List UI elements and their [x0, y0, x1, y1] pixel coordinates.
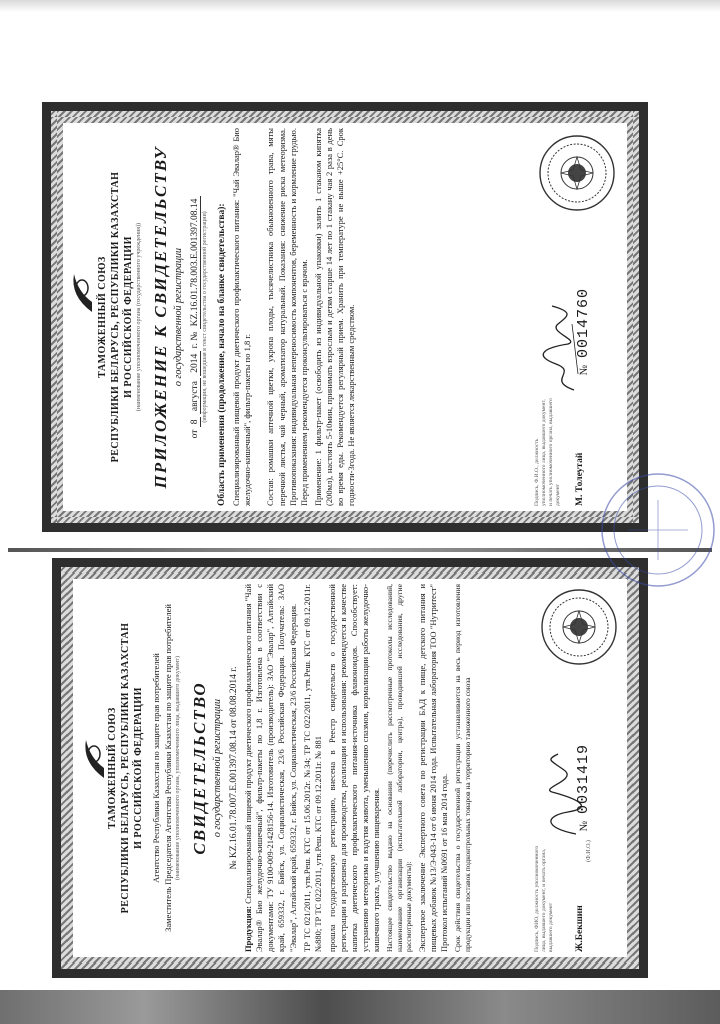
certificate-validity-text: Срок действия свидетельства о государственной регистрации устанавливается на весь период изготовления продукции или поставок подконтрольных товаров на территорию таможенного союза — [453, 584, 473, 952]
appendix-reg-from: от — [189, 429, 200, 439]
certificate-union-line-2: РЕСПУБЛИКИ БЕЛАРУСЬ, РЕСПУБЛИКИ КАЗАХСТАН — [120, 622, 131, 914]
appendix-reg-no-label: г. № — [189, 331, 200, 349]
appendix-serial-value: 0014760 — [575, 288, 592, 359]
certificate-signer-name: Ж.Бекшин — [575, 905, 585, 952]
certificate-union-line-3: И РОССИЙСКОЙ ФЕДЕРАЦИИ — [133, 687, 144, 849]
appendix-scope-heading: Область применения (продолжение, начало на бланке свидетельства): — [217, 203, 228, 506]
appendix-subtitle: о государственной регистрации — [172, 247, 184, 387]
certificate-title: СВИДЕТЕЛЬСТВО — [189, 681, 209, 855]
appendix-scope-text: Специализированный пищевой продукт диетического профилактического питания: "Чай Эвалар® Био желудочно-кишечный", фильтр-пакеты по 1,8 г. — [231, 128, 253, 506]
certificate-official-seal-icon — [540, 588, 618, 666]
certificate-subtitle: о государственной регистрации — [211, 698, 223, 838]
certificate-content — [76, 584, 624, 952]
certificate-registration-line: № KZ.16.01.78.007.E.001397.08.14 от 08.08.2014 г. — [228, 666, 239, 870]
certificate-serial-number — [574, 744, 594, 832]
appendix-registration-line — [189, 128, 201, 506]
appendix-info-caption: (информация, не вошедшая в текст свидетельства о государственной регистрации) — [202, 211, 209, 423]
appendix-serial-prefix: № — [578, 364, 590, 376]
appendix-reg-number: KZ.16.01.78.003.E.001397.08.14 — [190, 196, 201, 330]
appendix-union-line-1: ТАМОЖЕННЫЙ СОЮЗ — [97, 256, 108, 378]
certificate-body-caption: (наименование уполномоченного органа, уполномоченного лица, выдавшего документ) — [175, 656, 182, 880]
appendix-usage-text: Применение: 1 фильтр-пакет (освободить из индивидуальной упаковки) залить 1 стаканом кипятка (200мл), настоять 5-10мин, принимать взрослым и детям старше 14 лет по 1 стакану чая 2 раза в день во время еды. Рекомендуется регулярный прием. Хранить при температуре не выше +25°С. Срок годности-3года. Не является лекарственным средством. — [312, 128, 356, 506]
appendix-union-line-2: РЕСПУБЛИКИ БЕЛАРУСЬ, РЕСПУБЛИКИ КАЗАХСТАН — [110, 171, 121, 463]
certificate-product-block — [243, 584, 298, 952]
appendix-serial-number — [574, 288, 594, 376]
certificate-union-line-1: ТАМОЖЕННЫЙ СОЮЗ — [107, 707, 118, 829]
certificate-serial-prefix: № — [578, 820, 590, 832]
appendix-title: ПРИЛОЖЕНИЕ К СВИДЕТЕЛЬСТВУ — [150, 145, 170, 489]
customs-union-emblem-icon — [68, 270, 96, 316]
scan-top-edge — [0, 0, 720, 12]
certificate-sheet — [52, 558, 648, 978]
appendix-reg-day: 8 — [190, 417, 201, 428]
appendix-signer-name: М. Толеутай — [575, 452, 585, 506]
certificate-serial-value: 0031419 — [575, 744, 592, 815]
customs-union-emblem-icon — [80, 736, 108, 782]
appendix-sign-caption: Подпись, Ф.И.О., должность уполномоченного лица, выдавшего документ, и печать уполномоченного органа, выдавшего документ — [534, 398, 561, 506]
certificate-agency-line-1: Агентство Республики Казахстан по защите прав потребителей — [151, 653, 161, 883]
appendix-union-line-3: И РОССИЙСКОЙ ФЕДЕРАЦИИ — [123, 236, 134, 398]
certificate-signer-caption: (Ф.И.О.) — [586, 840, 592, 862]
certificate-agency-line-2: Заместитель Председателя Агентства Республики Казахстан по защите прав потребителей — [163, 604, 174, 932]
certificate-compliance-text: ТР ТС 021/2011, утв.Реш. КТС от 15.06.2012г. №34; ТР ТС 022/2011, утв.Реш. КТС от 09.12.2011г. №880; ТР ТС 022/2011, утв.Реш. КТС от 09.12.2011г. № 881 — [301, 584, 323, 952]
blue-overlap-stamp-icon — [598, 470, 718, 590]
appendix-official-seal-icon — [538, 134, 616, 212]
appendix-signature-row — [534, 128, 624, 506]
scan-bottom-edge — [0, 990, 720, 1024]
certificate-registry-text: прошла государственную регистрацию, внесена в Реестр свидетельств о государственной регистрации и разрешена для производства, реализации и использования: рекомендуется в качестве напитка диетического профилактического питания-источника флавоноидов. Способствует: устранению метеоризма и вздутия живота, уменьшению спазмов, нормализации работы желудочно-кишечного тракта, улучшению пищеварения. — [326, 584, 381, 952]
certificate-expert-text: Экспертное заключение Экспертного совета по регистрации БАД к пище, детского питания и пищевых добавок №13/Э-043-14 от 6 июня 2014 года. Испытательная лаборатория ТОО "Нутритест" Протокол испытаний №0691 от 16 мая 2014 года. — [417, 584, 450, 952]
appendix-content — [66, 128, 624, 506]
appendix-body-caption: (наименование уполномоченного органа (государственного учреждения)) — [136, 222, 142, 412]
certificate-signature-row — [534, 584, 624, 952]
certificate-sign-caption: Подпись, ФИО, должность уполномоченного лица, выдавшего документ, и печать органа, выдавшего документ — [534, 845, 554, 952]
certificate-basis-text: Настоящее свидетельство выдано на основании (перечислить рассмотренные протоколы исследований, наименование организации (испытательной лаборатории, центра), проводившей исследования, другие рассмотренные документы): — [384, 584, 414, 952]
certificate-product-text: Специализированный пищевой продукт диетического профилактического питания "Чай Эвалар® Био желудочно-кишечный", фильтр-пакеты по 1,8 г. Изготовлена в соответствии с документами: ТУ 9100-009-21428156-14. Изготовитель (производитель): ЗАО "Эвалар", Алтайский край, 659332, г. Бийск, ул. Социалистическая, 23/6 Российская Федерация. Получатель: ЗАО "Эвалар", Алтайский край, 659332, г. Бийск, ул. Социалистическая, 23/6 Российская Федерация. — [243, 584, 298, 952]
appendix-reg-month: августа — [190, 378, 201, 414]
certificate-product-label: Продукция: — [243, 905, 254, 952]
appendix-reg-year: 2014 — [190, 351, 201, 376]
appendix-sheet — [42, 102, 648, 532]
appendix-composition-text: Состав: ромашки аптечной цветки, укропа плоды, тысячелистника обыкновенного трава, мяты перечной листья, чай черный, ароматизатор натуральный. Показания: снижение риска метеоризма. Противопоказания: индивидуальная непереносимость компонентов, беременность и кормление грудью. Перед применением рекомендуется проконсультироваться с врачом. — [265, 128, 309, 506]
